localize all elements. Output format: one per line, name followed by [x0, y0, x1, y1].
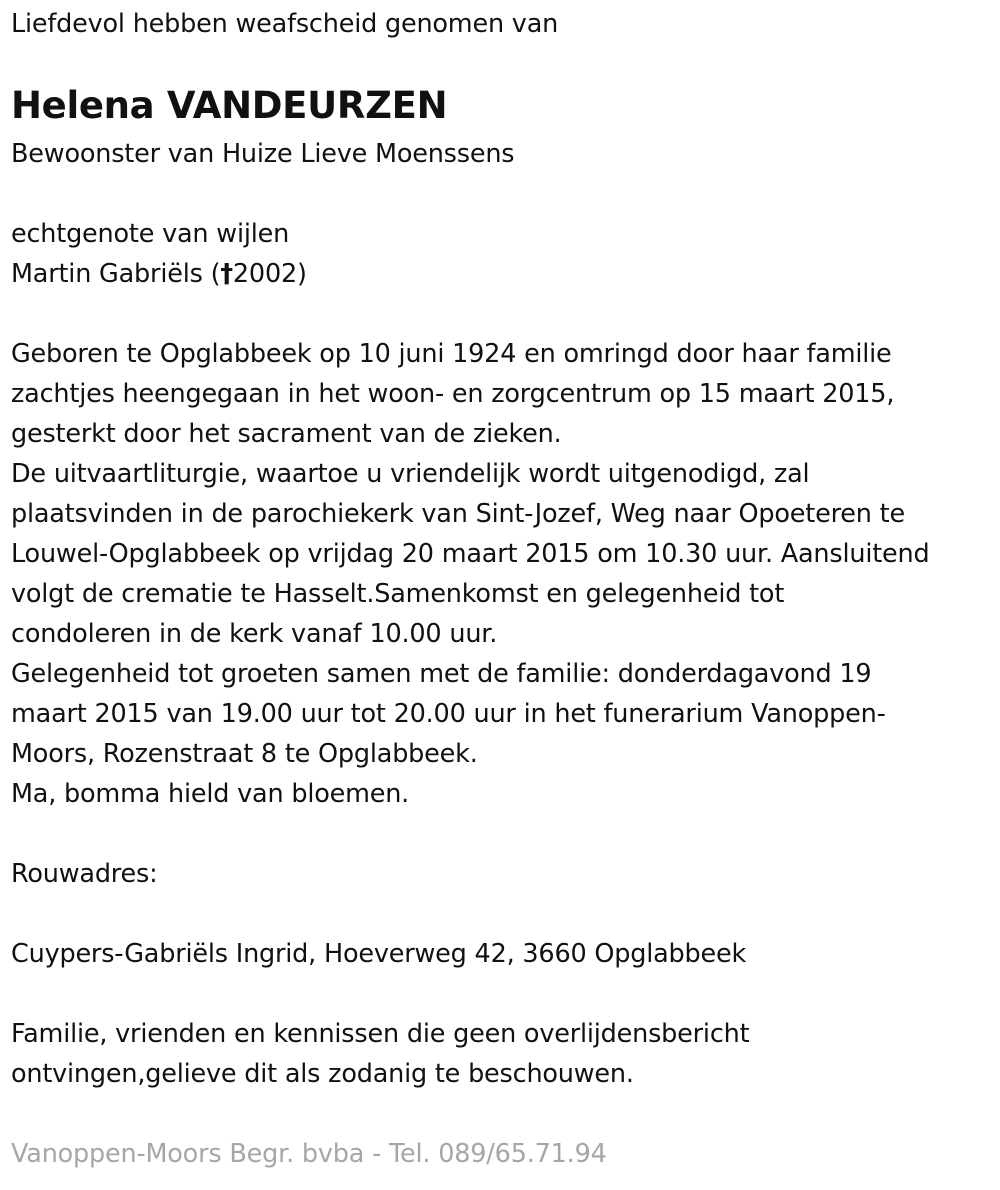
spouse-relation: echtgenote van wijlen: [11, 219, 290, 249]
obituary-body: [11, 334, 929, 814]
body-line: maart 2015 van 19.00 uur tot 20.00 uur in het funerarium Vanoppen-: [11, 699, 886, 729]
body-line: condoleren in de kerk vanaf 10.00 uur.: [11, 619, 498, 649]
spouse-death-year: 2002): [232, 259, 307, 289]
intro-text: Liefdevol hebben weafscheid genomen van: [11, 9, 559, 39]
body-line: volgt de crematie te Hasselt.Samenkomst en gelegenheid tot: [11, 579, 785, 609]
body-line: Gelegenheid tot groeten samen met de familie: donderdagavond 19: [11, 659, 872, 689]
body-line: Geboren te Opglabbeek op 10 juni 1924 en omringd door haar familie: [11, 339, 892, 369]
notice-line: ontvingen,gelieve dit als zodanig te beschouwen.: [11, 1059, 634, 1089]
deceased-subtitle: Bewoonster van Huize Lieve Moenssens: [11, 139, 515, 169]
spouse-block: [11, 214, 307, 294]
body-line: Moors, Rozenstraat 8 te Opglabbeek.: [11, 739, 478, 769]
rouwadres-label: Rouwadres:: [11, 859, 158, 889]
body-line: Ma, bomma hield van bloemen.: [11, 779, 410, 809]
spouse-name-line: [11, 254, 307, 294]
funeral-home-footer: Vanoppen-Moors Begr. bvba - Tel. 089/65.71.94: [11, 1139, 607, 1169]
notice-line: Familie, vrienden en kennissen die geen overlijdensbericht: [11, 1019, 750, 1049]
body-line: Louwel-Opglabbeek op vrijdag 20 maart 2015 om 10.30 uur. Aansluitend: [11, 539, 930, 569]
deceased-name: Helena VANDEURZEN: [11, 84, 448, 127]
cross-icon: †: [220, 259, 233, 289]
spouse-name: Martin Gabriëls (: [11, 259, 221, 289]
body-line: zachtjes heengegaan in het woon- en zorgcentrum op 15 maart 2015,: [11, 379, 895, 409]
body-line: plaatsvinden in de parochiekerk van Sint-Jozef, Weg naar Opoeteren te: [11, 499, 905, 529]
notice-block: [11, 1014, 749, 1094]
body-line: gesterkt door het sacrament van de zieken.: [11, 419, 562, 449]
body-line: De uitvaartliturgie, waartoe u vriendelijk wordt uitgenodigd, zal: [11, 459, 810, 489]
rouwadres-address: Cuypers-Gabriëls Ingrid, Hoeverweg 42, 3660 Opglabbeek: [11, 939, 747, 969]
